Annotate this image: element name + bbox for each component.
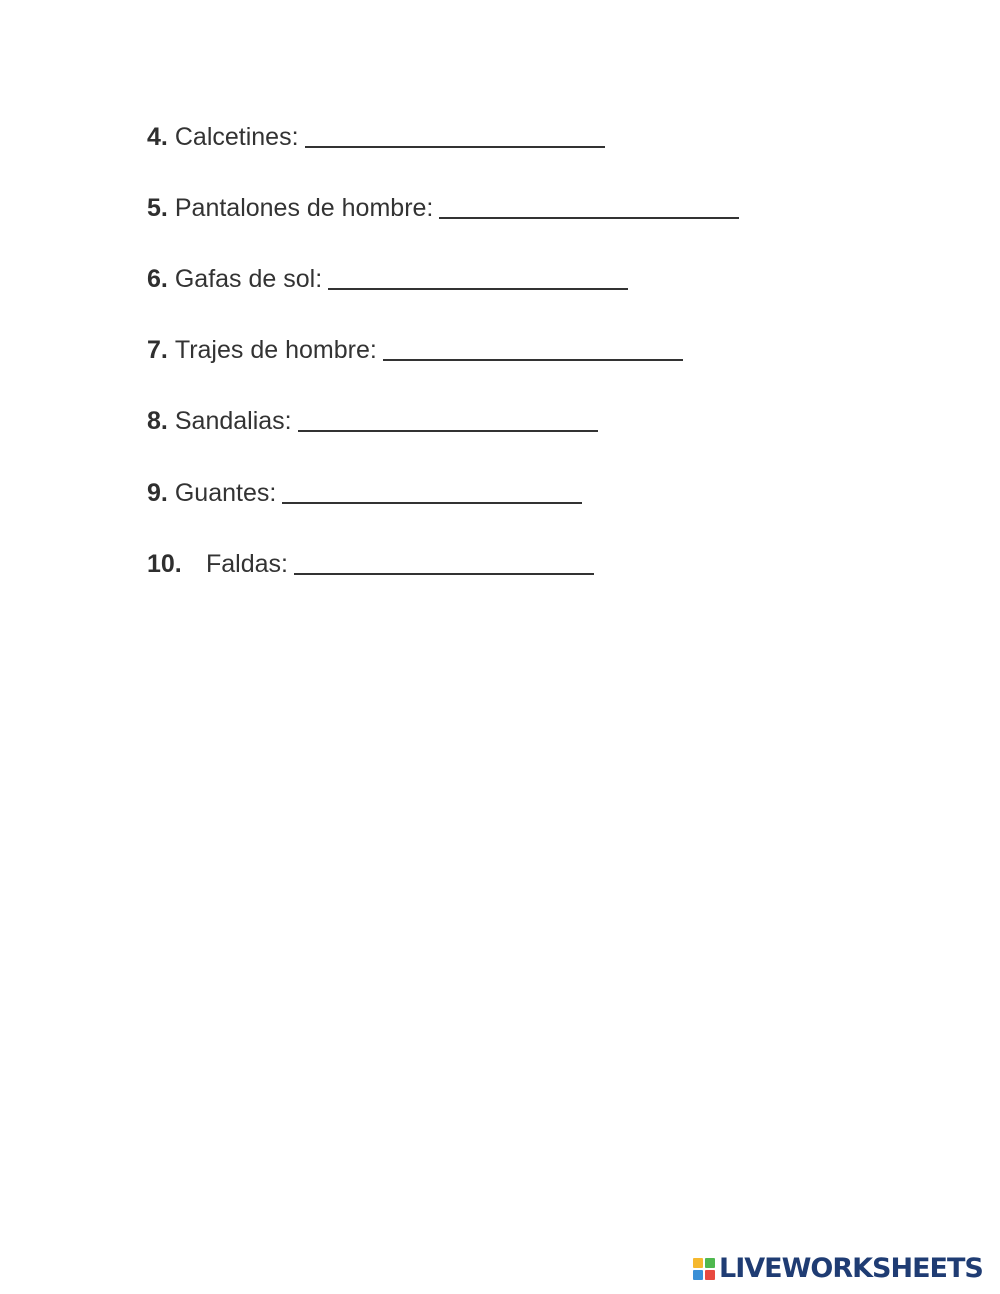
logo-square-red: [705, 1270, 715, 1280]
item-number: 5.: [147, 194, 168, 222]
logo-square-blue: [693, 1270, 703, 1280]
item-4: [147, 120, 605, 152]
liveworksheets-logo-icon: [693, 1258, 715, 1280]
item-8: [147, 404, 598, 436]
answer-blank[interactable]: [294, 573, 594, 575]
answer-blank[interactable]: [383, 359, 683, 361]
answer-blank[interactable]: [439, 217, 739, 219]
item-7: [147, 333, 683, 365]
brand-name: LIVEWORKSHEETS: [719, 1253, 983, 1284]
answer-blank[interactable]: [328, 288, 628, 290]
liveworksheets-brand: [693, 1253, 983, 1284]
answer-blank[interactable]: [305, 146, 605, 148]
item-label: Faldas:: [206, 550, 288, 578]
logo-square-yellow: [693, 1258, 703, 1268]
item-number: 9.: [147, 479, 168, 507]
answer-blank[interactable]: [298, 430, 598, 432]
item-label: Trajes de hombre:: [174, 336, 377, 364]
item-label: Calcetines:: [174, 123, 299, 151]
answer-blank[interactable]: [282, 502, 582, 504]
item-label: Pantalones de hombre:: [174, 194, 434, 222]
item-number: 4.: [147, 123, 168, 151]
item-6: [147, 262, 628, 294]
item-10: [147, 547, 594, 579]
item-label: Sandalias:: [174, 407, 292, 435]
item-label: Gafas de sol:: [174, 265, 323, 293]
item-number: 6.: [147, 265, 168, 293]
item-label: Guantes:: [174, 479, 277, 507]
logo-square-green: [705, 1258, 715, 1268]
item-5: [147, 191, 739, 223]
item-number: 8.: [147, 407, 168, 435]
item-9: [147, 476, 582, 508]
item-number: 7.: [147, 336, 168, 364]
item-number: 10.: [147, 550, 182, 578]
